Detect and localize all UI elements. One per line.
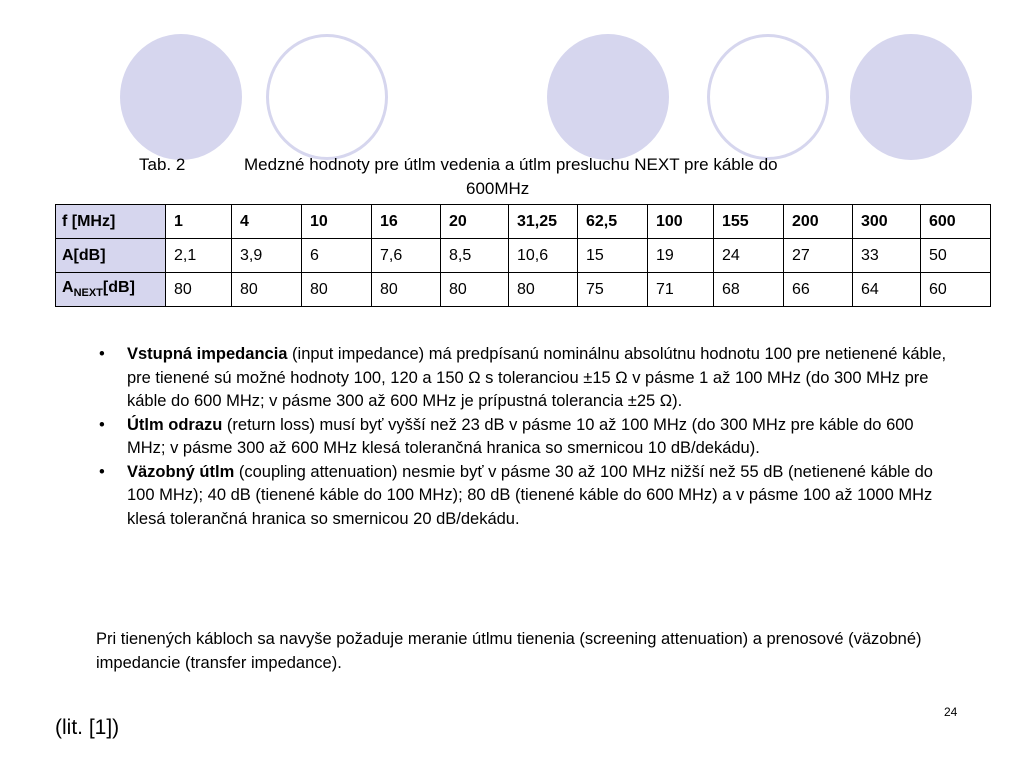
decor-circle-2	[266, 34, 388, 160]
freq-cell: 62,5	[578, 205, 648, 239]
decor-circle-3	[547, 34, 669, 160]
next-cell: 80	[232, 273, 302, 307]
attenuation-cell: 15	[578, 239, 648, 273]
attenuation-cell: 50	[921, 239, 991, 273]
attenuation-cell: 2,1	[166, 239, 232, 273]
attenuation-cell: 6	[302, 239, 372, 273]
freq-cell: 4	[232, 205, 302, 239]
caption-label: Tab. 2	[139, 155, 186, 174]
freq-cell: 31,25	[509, 205, 578, 239]
next-cell: 60	[921, 273, 991, 307]
caption-text: Medzné hodnoty pre útlm vedenia a útlm presluchu NEXT pre káble do	[244, 155, 778, 174]
table-row-frequency	[56, 205, 991, 239]
freq-cell: 16	[372, 205, 441, 239]
next-cell: 80	[372, 273, 441, 307]
attenuation-cell: 3,9	[232, 239, 302, 273]
next-label-sub: NEXT	[73, 287, 103, 300]
attenuation-cell: 19	[648, 239, 714, 273]
decor-circle-5	[850, 34, 972, 160]
freq-cell: 600	[921, 205, 991, 239]
attenuation-cell: 27	[784, 239, 853, 273]
freq-cell: 10	[302, 205, 372, 239]
decor-circle-4	[707, 34, 829, 160]
freq-cell: 100	[648, 205, 714, 239]
bullet-item	[96, 414, 956, 461]
next-label-unit: [dB]	[102, 279, 135, 297]
bullet-text: (coupling attenuation) nesmie byť v pásme 30 až 100 MHz nižší než 55 dB (netienené káble do 100 MHz); 40 dB (tienené káble do 100 MHz); 80 dB (tienené káble do 600 MHz) a v pásme 100 až 1000 MHz klesá tolerančná hranica so smernicou 20 dB/dekádu.	[127, 462, 933, 528]
table-row-attenuation	[56, 239, 991, 273]
header-cell-next	[56, 273, 166, 307]
shielding-paragraph: Pri tienených kábloch sa navyše požaduje meranie útlmu tienenia (screening attenuation) a prenosové (väzobné) impedancie (transfer impedance).	[96, 630, 922, 672]
next-cell: 66	[784, 273, 853, 307]
freq-cell: 300	[853, 205, 921, 239]
page-number: 24	[944, 705, 958, 719]
next-cell: 68	[714, 273, 784, 307]
attenuation-cell: 24	[714, 239, 784, 273]
bullet-text: (return loss) musí byť vyšší než 23 dB v pásme 10 až 100 MHz (do 300 MHz pre káble do 600 MHz; v pásme 300 až 600 MHz klesá tolerančná hranica so smernicou 10 dB/dekádu).	[127, 415, 914, 457]
bullet-item	[96, 461, 956, 532]
attenuation-cell: 7,6	[372, 239, 441, 273]
freq-cell: 20	[441, 205, 509, 239]
bullet-term: Vstupná impedancia	[127, 345, 288, 363]
attenuation-cell: 33	[853, 239, 921, 273]
attenuation-cell: 8,5	[441, 239, 509, 273]
next-label-main: A	[62, 279, 74, 297]
bullet-item	[96, 343, 956, 414]
caption-text-line2: 600MHz	[466, 179, 530, 198]
bullet-dot-icon: •	[99, 462, 105, 481]
attenuation-cell: 10,6	[509, 239, 578, 273]
next-cell: 75	[578, 273, 648, 307]
next-cell: 80	[509, 273, 578, 307]
bullet-term: Väzobný útlm	[127, 462, 235, 481]
reference-note: (lit. [1])	[55, 716, 120, 739]
bullet-dot-icon: •	[99, 345, 105, 363]
next-cell: 80	[166, 273, 232, 307]
limits-table	[55, 204, 991, 307]
freq-cell: 1	[166, 205, 232, 239]
next-cell: 64	[853, 273, 921, 307]
bullet-dot-icon: •	[99, 415, 105, 434]
freq-cell: 155	[714, 205, 784, 239]
decor-circle-1	[120, 34, 242, 160]
table-row-next	[56, 273, 991, 307]
next-cell: 71	[648, 273, 714, 307]
bullet-term: Útlm odrazu	[127, 415, 223, 434]
freq-cell: 200	[784, 205, 853, 239]
header-cell-attenuation: A[dB]	[56, 239, 166, 273]
next-cell: 80	[441, 273, 509, 307]
bullet-text: (input impedance) má predpísanú nominálnu absolútnu hodnotu 100 pre netienené káble, pre tienené sú možné hodnoty 100, 120 a 150 Ω s toleranciou ±15 Ω v pásme 1 až 100 MHz (do 300 MHz pre káble do 600 MHz; v pásme 300 až 600 MHz je prípustná tolerancia ±25 Ω).	[127, 345, 947, 410]
bullet-list	[96, 343, 956, 531]
next-cell: 80	[302, 273, 372, 307]
header-cell-frequency: f [MHz]	[56, 205, 166, 239]
